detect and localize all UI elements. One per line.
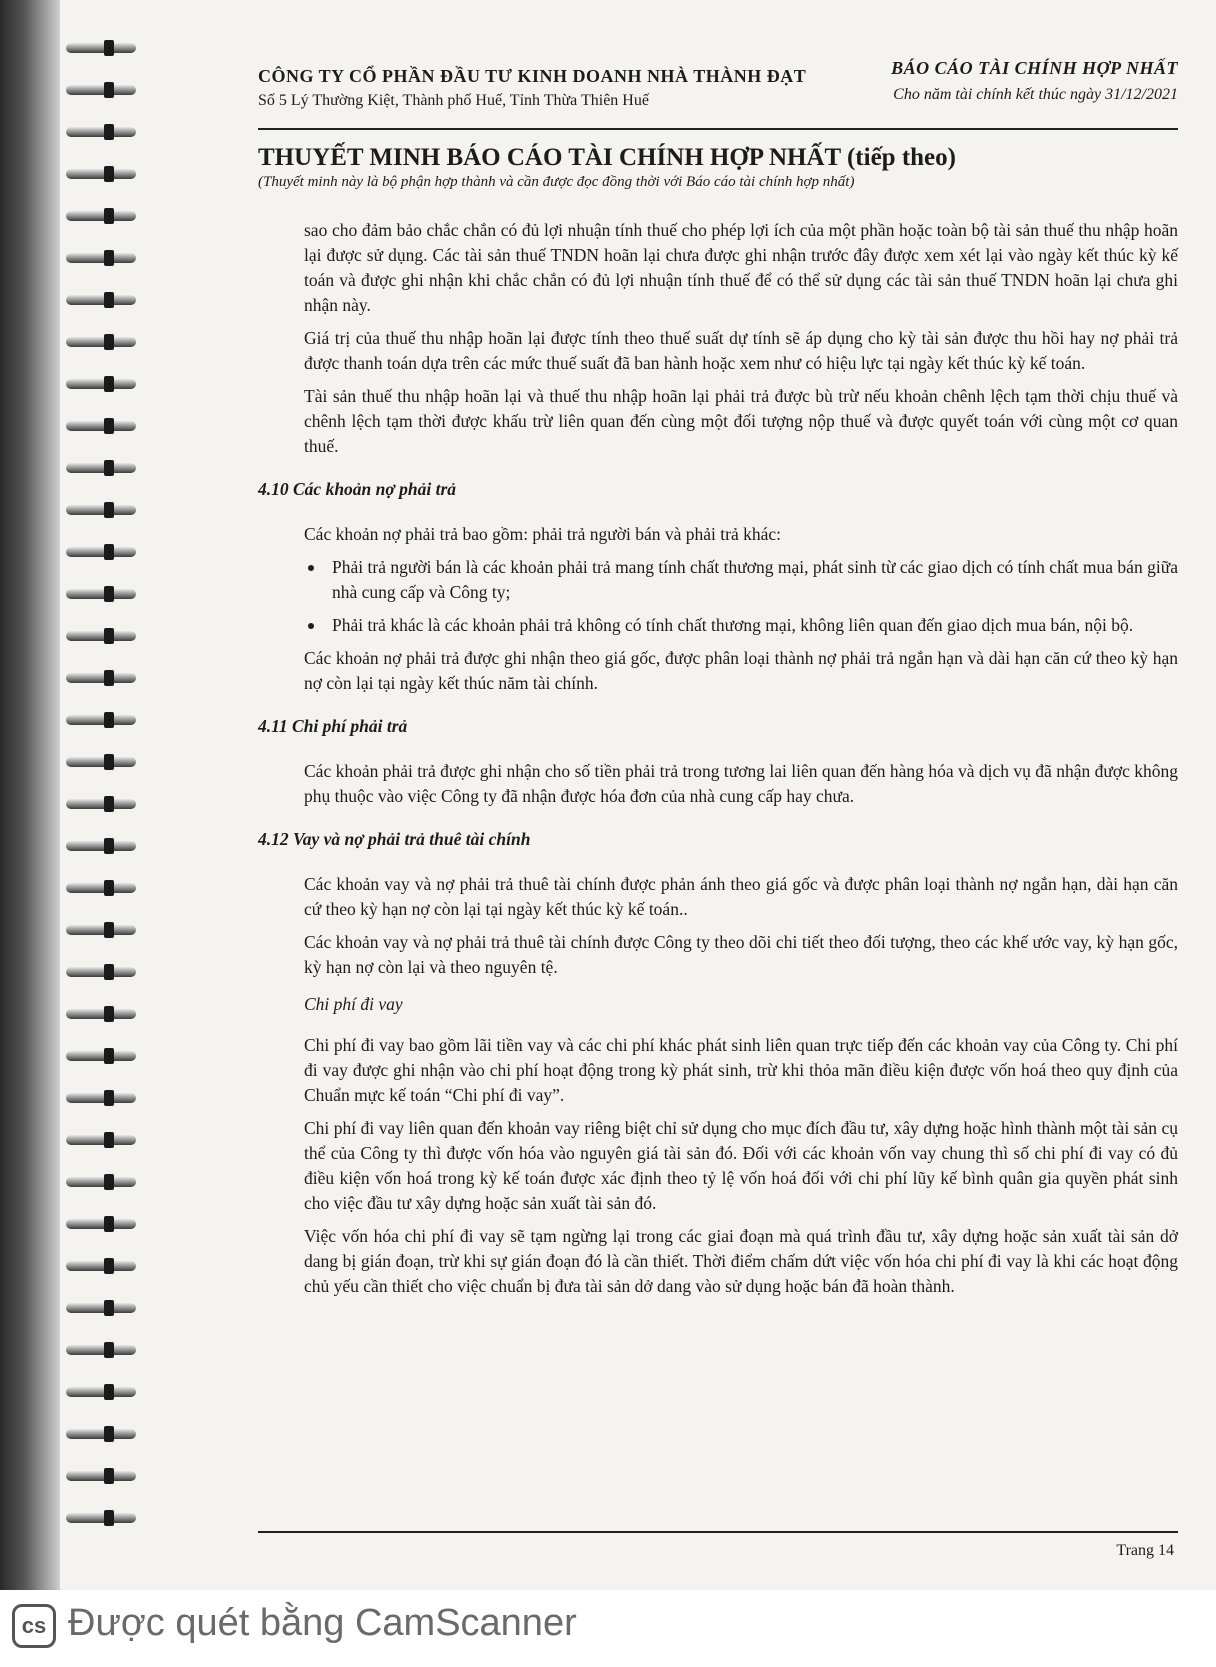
- binding-coil: [60, 82, 142, 98]
- binding-coil: [60, 1342, 142, 1358]
- bullet-list: [304, 555, 1178, 638]
- binding-coil: [60, 292, 142, 308]
- list-item: [304, 613, 1178, 638]
- company-address: Số 5 Lý Thường Kiệt, Thành phố Huế, Tỉnh Thừa Thiên Huế: [258, 92, 649, 109]
- binding-coil: [60, 964, 142, 980]
- binding-coil: [60, 922, 142, 938]
- subheading-borrowing-costs: Chi phí đi vay: [304, 994, 403, 1014]
- binding-coil: [60, 796, 142, 812]
- page-number: Trang 14: [1116, 1542, 1174, 1559]
- binding-coil: [60, 40, 142, 56]
- binding-coil: [60, 166, 142, 182]
- page-subtitle: (Thuyết minh này là bộ phận hợp thành và cần được đọc đồng thời với Báo cáo tài chính hợp nhất): [258, 174, 855, 190]
- list-item-text: Phải trả người bán là các khoản phải trả mang tính chất thương mại, phát sinh từ các giao dịch có tính chất mua bán giữa nhà cung cấp và Công ty;: [332, 557, 1178, 602]
- binding-coil: [60, 208, 142, 224]
- header-divider: [258, 128, 1178, 130]
- binding-coil: [60, 376, 142, 392]
- paragraph: Các khoản phải trả được ghi nhận cho số tiền phải trả trong tương lai liên quan đến hàng hóa và dịch vụ đã nhận được không phụ thuộc vào việc Công ty đã nhận được hóa đơn của nhà cung cấp hay chưa.: [304, 761, 1178, 806]
- list-item-text: Phải trả khác là các khoản phải trả không có tính chất thương mại, không liên quan đến giao dịch mua bán, nội bộ.: [332, 615, 1134, 635]
- binding-coil: [60, 502, 142, 518]
- paragraph: Chi phí đi vay bao gồm lãi tiền vay và các chi phí khác phát sinh liên quan trực tiếp đến các khoản vay của Công ty. Chi phí đi vay được ghi nhận vào chi phí hoạt động trong kỳ phát sinh, trừ khi thỏa mãn điều kiện được vốn hoá theo quy định của Chuẩn mực kế toán “Chi phí đi vay”.: [304, 1035, 1178, 1105]
- paragraph: Các khoản nợ phải trả bao gồm: phải trả người bán và phải trả khác:: [304, 524, 782, 544]
- spiral-binding: [60, 40, 150, 1580]
- binding-coil: [60, 1006, 142, 1022]
- binding-coil: [60, 1384, 142, 1400]
- binding-coil: [60, 1216, 142, 1232]
- paragraph: Các khoản vay và nợ phải trả thuê tài chính được Công ty theo dõi chi tiết theo đối tượng, theo các khế ước vay, kỳ hạn gốc, kỳ hạn nợ còn lại và theo nguyên tệ.: [304, 932, 1178, 977]
- section-heading-4-12: 4.12 Vay và nợ phải trả thuê tài chính: [258, 829, 531, 849]
- footer-divider: [258, 1531, 1178, 1533]
- company-name: CÔNG TY CỔ PHẦN ĐẦU TƯ KINH DOANH NHÀ THÀNH ĐẠT: [258, 66, 807, 86]
- binding-coil: [60, 586, 142, 602]
- paragraph: Chi phí đi vay liên quan đến khoản vay riêng biệt chỉ sử dụng cho mục đích đầu tư, xây dựng hoặc hình thành một tài sản cụ thể của Công ty thì được vốn hóa vào nguyên giá tài sản đó. Đối với các khoản vốn vay chung thì số chi phí đi vay có đủ điều kiện vốn hoá trong kỳ kế toán được xác định theo tỷ lệ vốn hoá đối với chi phí lũy kế bình quân gia quyền phát sinh cho việc đầu tư xây dựng hoặc sản xuất tài sản đó.: [304, 1118, 1178, 1213]
- spine-shadow: [0, 0, 60, 1590]
- paragraph: Các khoản nợ phải trả được ghi nhận theo giá gốc, được phân loại thành nợ phải trả ngắn hạn và dài hạn căn cứ theo kỳ hạn nợ còn lại tại ngày kết thúc năm tài chính.: [304, 648, 1178, 693]
- binding-coil: [60, 250, 142, 266]
- binding-coil: [60, 670, 142, 686]
- paragraph: sao cho đảm bảo chắc chắn có đủ lợi nhuận tính thuế cho phép lợi ích của một phần hoặc toàn bộ tài sản thuế thu nhập hoãn lại được sử dụng. Các tài sản thuế TNDN hoãn lại chưa được ghi nhận trước đây được xem xét lại vào ngày kết thúc kỳ kế toán và được ghi nhận khi chắc chắn có đủ lợi nhuận tính thuế để có thể sử dụng các tài sản thuế TNDN hoãn lại chưa ghi nhận này.: [304, 220, 1178, 315]
- page-title: THUYẾT MINH BÁO CÁO TÀI CHÍNH HỢP NHẤT (tiếp theo): [258, 144, 956, 171]
- binding-coil: [60, 1300, 142, 1316]
- report-period: Cho năm tài chính kết thúc ngày 31/12/2021: [893, 86, 1178, 103]
- paragraph: Giá trị của thuế thu nhập hoãn lại được tính theo thuế suất dự tính sẽ áp dụng cho kỳ tài sản được thu hồi hay nợ phải trả được thanh toán dựa trên các mức thuế suất đã ban hành hoặc xem như có hiệu lực tại ngày kết thúc kỳ kế toán.: [304, 328, 1178, 373]
- document-body: [258, 218, 1178, 1307]
- binding-coil: [60, 1258, 142, 1274]
- section-heading-4-11: 4.11 Chi phí phải trả: [258, 716, 408, 736]
- binding-coil: [60, 418, 142, 434]
- page-header: [258, 58, 1178, 118]
- report-title: BÁO CÁO TÀI CHÍNH HỢP NHẤT: [891, 58, 1178, 78]
- binding-coil: [60, 460, 142, 476]
- binding-coil: [60, 1048, 142, 1064]
- binding-coil: [60, 1426, 142, 1442]
- binding-coil: [60, 838, 142, 854]
- binding-coil: [60, 754, 142, 770]
- paragraph: Tài sản thuế thu nhập hoãn lại và thuế thu nhập hoãn lại phải trả được bù trừ nếu khoản chênh lệch tạm thời chịu thuế và chênh lệch tạm thời được khấu trừ liên quan đến cùng một đối tượng nộp thuế và được quyết toán với cùng một cơ quan thuế.: [304, 386, 1178, 456]
- binding-coil: [60, 1468, 142, 1484]
- binding-coil: [60, 544, 142, 560]
- binding-coil: [60, 1090, 142, 1106]
- section-heading-4-10: 4.10 Các khoản nợ phải trả: [258, 479, 457, 499]
- bullet-icon: [308, 623, 314, 629]
- binding-coil: [60, 1174, 142, 1190]
- binding-coil: [60, 124, 142, 140]
- camscanner-watermark: Được quét bằng CamScanner: [68, 1602, 577, 1644]
- list-item: [304, 555, 1178, 605]
- bullet-icon: [308, 565, 314, 571]
- binding-coil: [60, 1132, 142, 1148]
- paragraph: Việc vốn hóa chi phí đi vay sẽ tạm ngừng lại trong các giai đoạn mà quá trình đầu tư, xây dựng hoặc sản xuất tài sản dở dang bị gián đoạn, trừ khi sự gián đoạn đó là cần thiết. Thời điểm chấm dứt việc vốn hóa chi phí đi vay là khi các hoạt động chủ yếu cần thiết cho việc chuẩn bị đưa tài sản dở dang vào sử dụng hoặc bán đã hoàn thành.: [304, 1226, 1178, 1296]
- binding-coil: [60, 712, 142, 728]
- camscanner-logo-icon: cs: [12, 1604, 56, 1648]
- binding-coil: [60, 334, 142, 350]
- binding-coil: [60, 1510, 142, 1526]
- binding-coil: [60, 628, 142, 644]
- binding-coil: [60, 880, 142, 896]
- paragraph: Các khoản vay và nợ phải trả thuê tài chính được phản ánh theo giá gốc và được phân loại thành nợ ngắn hạn, dài hạn căn cứ theo kỳ hạn nợ còn lại tại ngày kết thúc kỳ kế toán..: [304, 874, 1178, 919]
